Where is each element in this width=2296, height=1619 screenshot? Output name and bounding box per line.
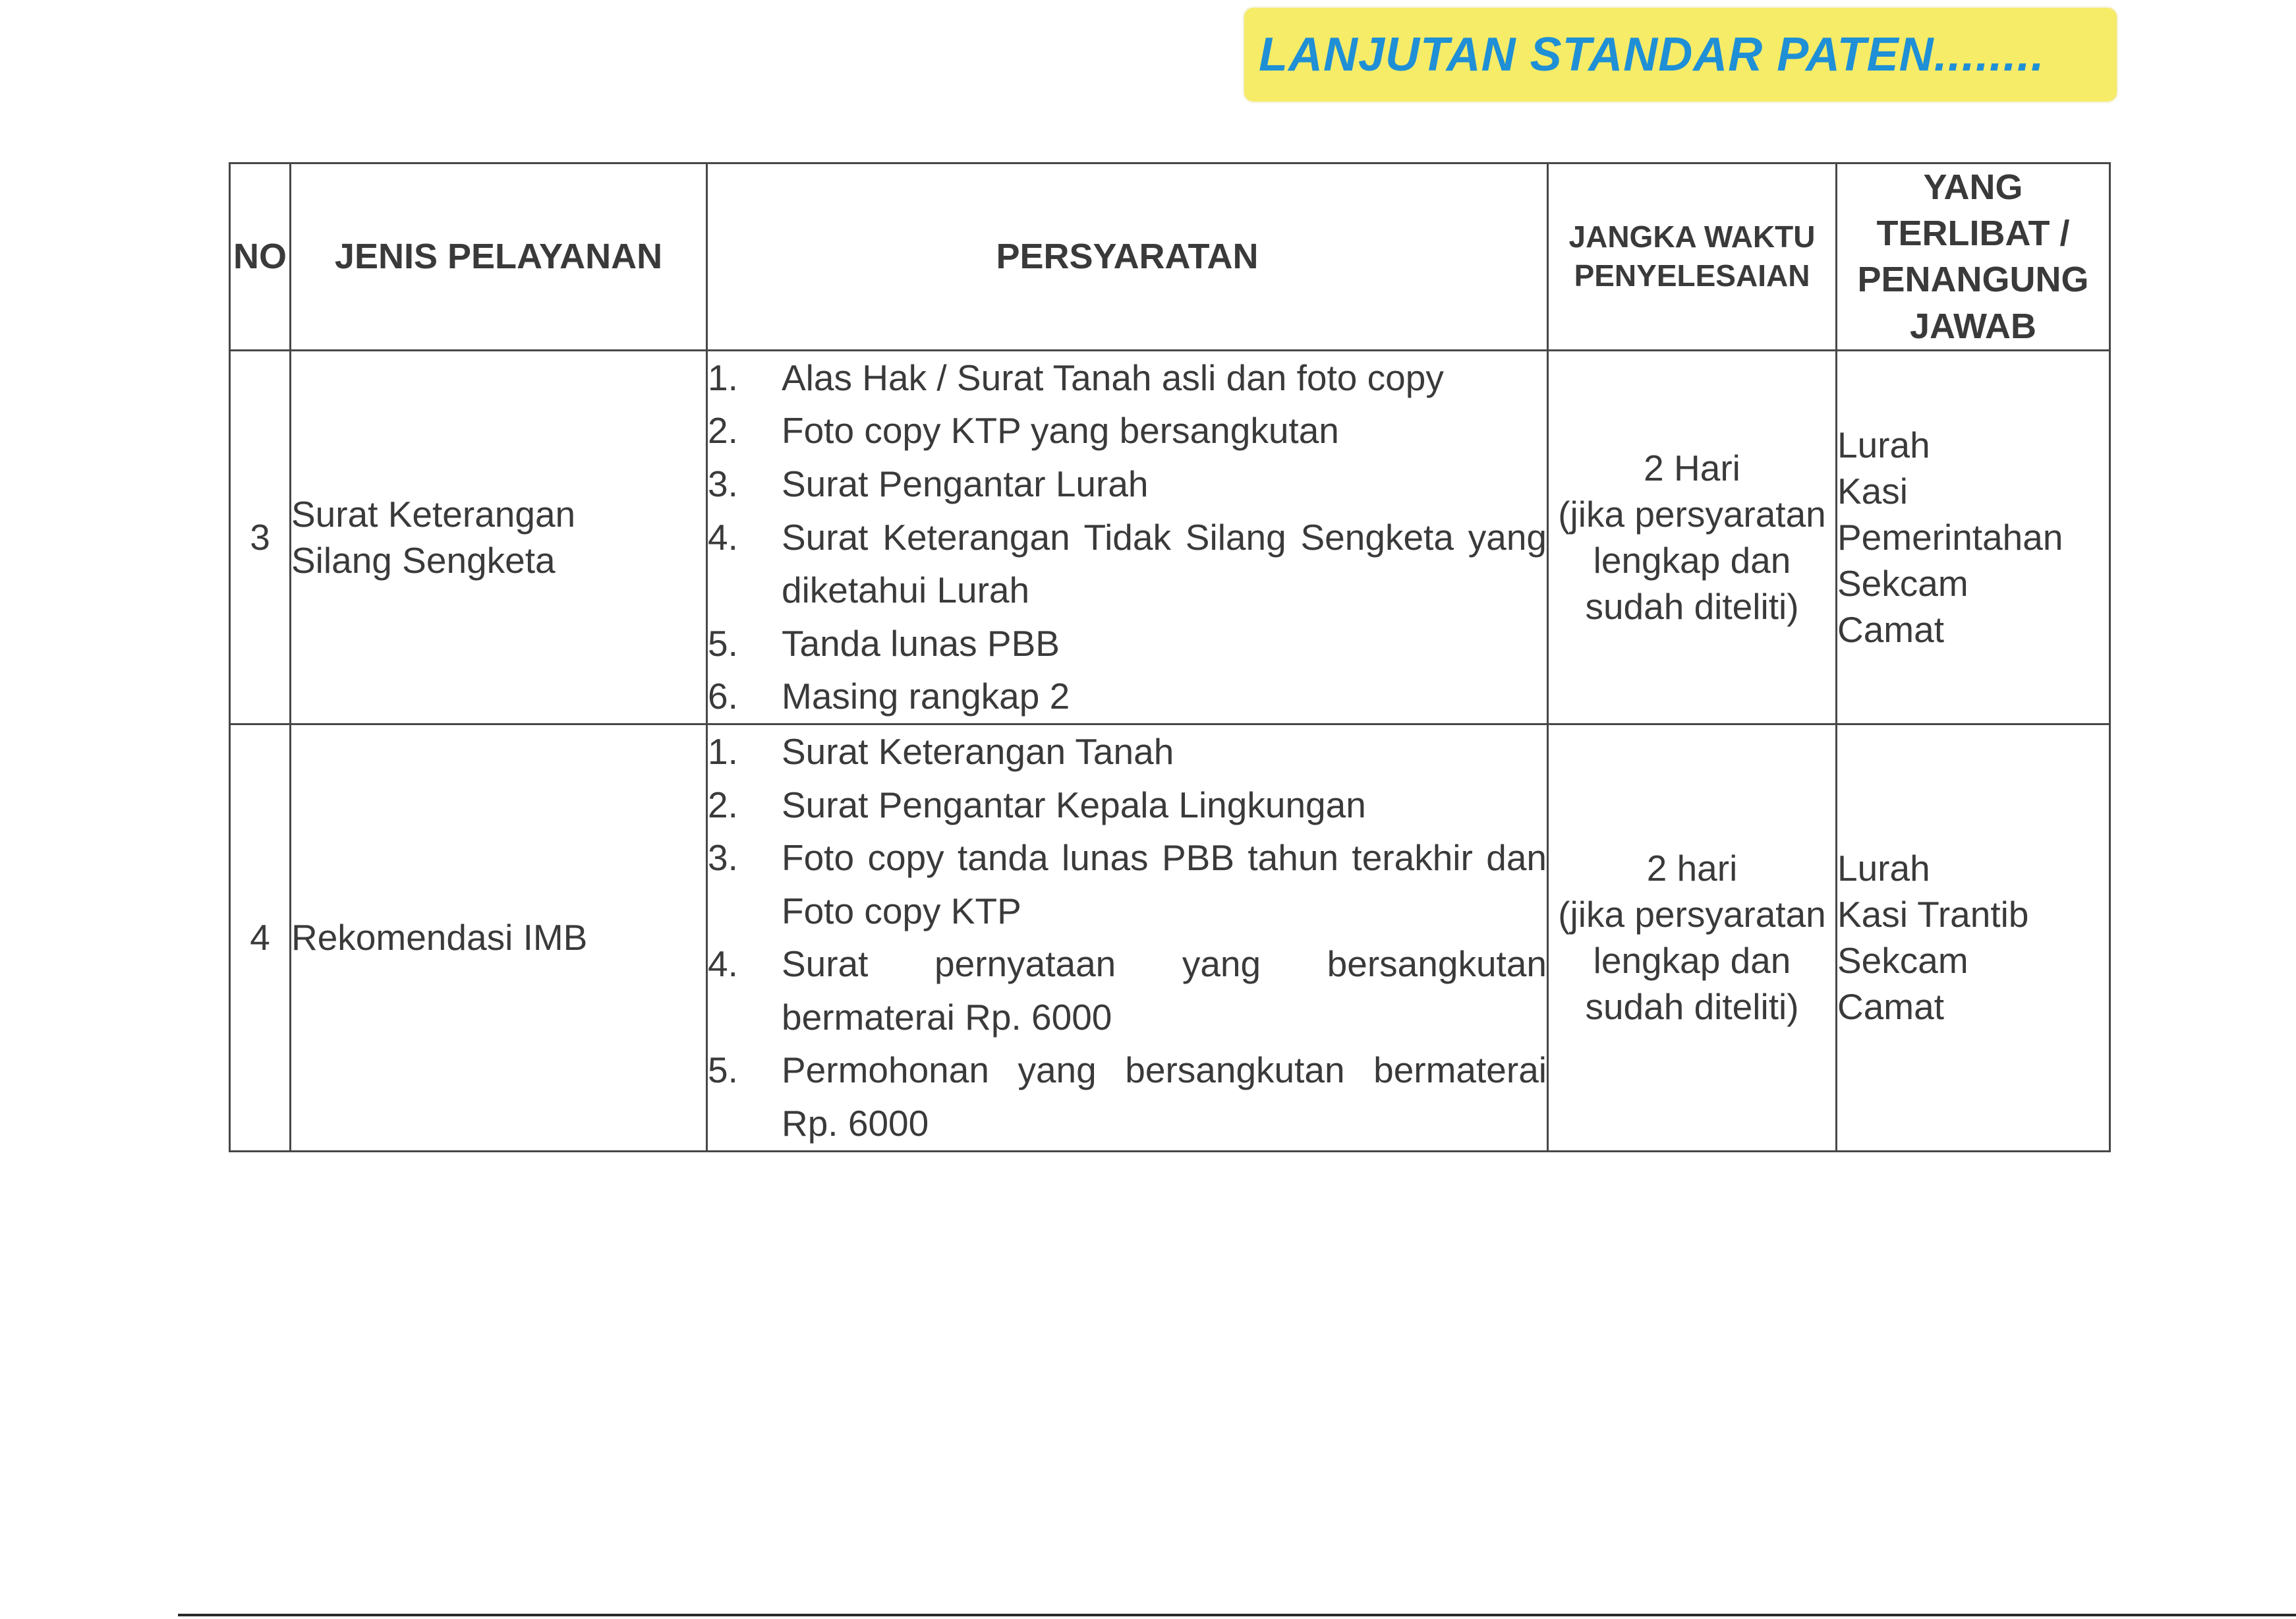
requirements-list [708,725,1547,1150]
list-item [708,1044,1547,1150]
table-row [230,350,2110,724]
item-text: Tanda lunas PBB [782,622,1060,664]
item-number: 3. [708,837,738,879]
item-text: Surat pernyataan yang bersangkutan bermaterai Rp. 6000 [782,943,1547,1038]
item-number: 1. [708,730,738,772]
official-name: Pemerintahan [1837,516,2063,558]
item-text: Surat Pengantar Kepala Lingkungan [782,784,1366,825]
item-text: Surat Keterangan Tidak Silang Sengketa yang diketahui Lurah [782,516,1547,611]
header-jangka-line: JANGKA WAKTU [1568,219,1816,254]
item-text: Alas Hak / Surat Tanah asli dan foto copy [782,357,1444,398]
list-item [708,404,1547,457]
service-type [291,350,707,724]
list-item [708,351,1547,405]
item-number: 1. [708,357,738,398]
item-number: 3. [708,463,738,504]
official-name: Kasi Trantib [1837,894,2029,935]
row-number: 3 [230,350,291,724]
list-item [708,725,1547,779]
completion-time-line: lengkap dan [1593,940,1791,982]
completion-time-line: (jika persyaratan [1558,493,1826,535]
responsible-officials [1837,350,2110,724]
item-number: 4. [708,516,738,558]
completion-time-line: sudah diteliti) [1585,585,1799,627]
completion-time-line: lengkap dan [1593,539,1791,581]
completion-time-line: 2 Hari [1644,447,1740,488]
scan-edge-line [178,1614,2296,1616]
table-row [230,724,2110,1151]
list-item [708,670,1547,723]
item-text: Masing rangkap 2 [782,676,1070,717]
item-text: Surat Keterangan Tanah [782,730,1174,772]
header-yang-line: PENANGUNG [1857,260,2089,300]
service-type-line: Rekomendasi IMB [291,917,588,958]
header-jangka-waktu [1548,163,1837,351]
completion-time-line: (jika persyaratan [1558,894,1826,935]
official-name: Lurah [1837,848,1930,889]
service-type-line: Silang Sengketa [291,539,556,581]
item-number: 5. [708,1049,738,1091]
service-type-line: Surat Keterangan [291,493,576,535]
header-jangka-line: PENYELESAIAN [1574,258,1810,293]
responsible-officials [1837,724,2110,1151]
official-name: Sekcam [1837,562,1968,604]
item-text: Surat Pengantar Lurah [782,463,1149,504]
header-no: NO [230,163,291,351]
official-name: Sekcam [1837,940,1968,982]
item-number: 2. [708,410,738,452]
list-item [708,779,1547,832]
requirements-cell [707,724,1548,1151]
row-number: 4 [230,724,291,1151]
list-item [708,937,1547,1044]
item-text: Foto copy KTP yang bersangkutan [782,410,1339,452]
list-item [708,511,1547,617]
header-persyaratan: PERSYARATAN [707,163,1548,351]
title-banner [1244,8,2117,102]
list-item [708,457,1547,511]
item-text: Foto copy tanda lunas PBB tahun terakhir dan Foto copy KTP [782,837,1547,931]
header-jenis-pelayanan: JENIS PELAYANAN [291,163,707,351]
completion-time [1548,724,1837,1151]
item-number: 6. [708,676,738,717]
item-number: 2. [708,784,738,825]
table-header-row [230,163,2110,351]
item-text: Permohonan yang bersangkutan bermaterai Rp. 6000 [782,1049,1547,1144]
header-yang-line: TERLIBAT / [1876,214,2070,254]
list-item [708,831,1547,937]
official-name: Lurah [1837,424,1930,465]
service-standard-table [229,162,2111,1152]
list-item [708,617,1547,670]
header-yang-line: JAWAB [1909,306,2037,346]
official-name: Kasi [1837,470,1908,512]
completion-time-line: sudah diteliti) [1585,986,1799,1028]
official-name: Camat [1837,986,1944,1028]
item-number: 4. [708,943,738,985]
requirements-cell [707,350,1548,724]
official-name: Camat [1837,608,1944,650]
requirements-list [708,351,1547,723]
item-number: 5. [708,622,738,664]
completion-time-line: 2 hari [1646,848,1738,889]
header-yang-line: YANG [1923,167,2023,207]
completion-time [1548,350,1837,724]
banner-title: LANJUTAN STANDAR PATEN........ [1259,28,2045,81]
service-type [291,724,707,1151]
header-penanggung-jawab [1837,163,2110,351]
